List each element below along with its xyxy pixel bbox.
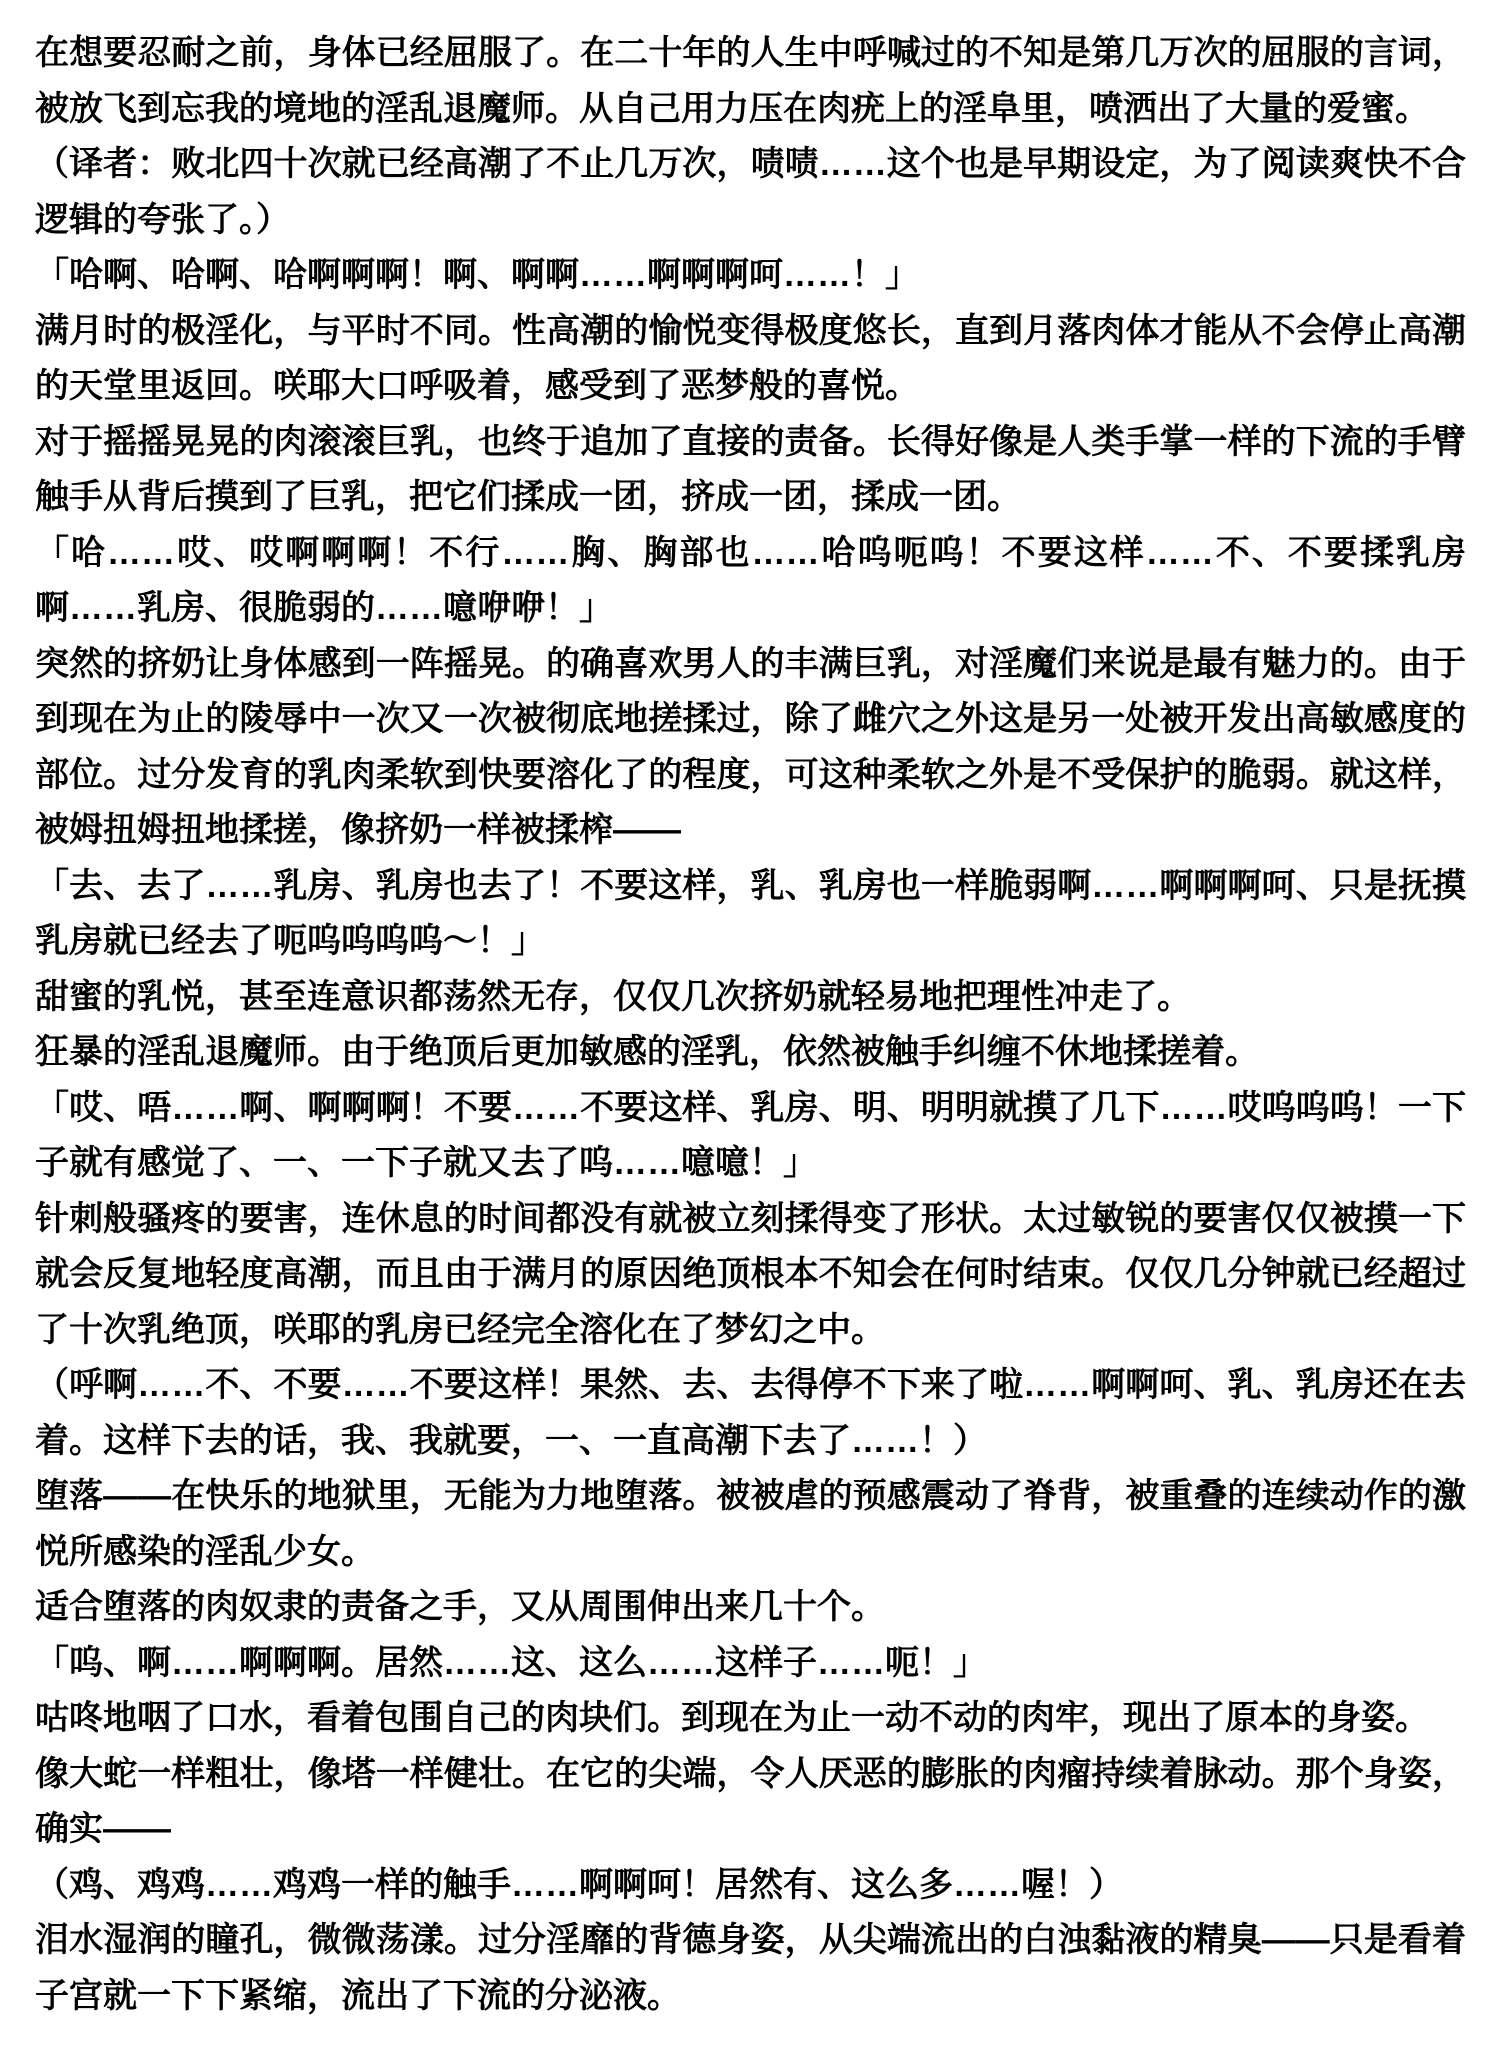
paragraph: 对于摇摇晃晃的肉滚滚巨乳，也终于追加了直接的责备。长得好像是人类手掌一样的下流的手臂触手从背后摸到了巨乳，把它们揉成一团，挤成一团，揉成一团。 (35, 422, 1466, 516)
paragraph: 泪水湿润的瞳孔，微微荡漾。过分淫靡的背德身姿，从尖端流出的白浊黏液的精臭——只是看着子宫就一下下紧缩，流出了下流的分泌液。 (35, 1921, 1466, 2015)
paragraph-dialogue: 「呜、啊……啊啊啊。居然……这、这么……这样子……呃！」 (35, 1643, 987, 1682)
paragraph-dialogue: 「哈啊、哈啊、哈啊啊啊！啊、啊啊……啊啊啊呵……！」 (35, 256, 919, 294)
paragraph: 狂暴的淫乱退魔师。由于绝顶后更加敏感的淫乳，依然被触手纠缠不休地揉搓着。 (35, 1033, 1259, 1071)
paragraph: 针刺般骚疼的要害，连休息的时间都没有就被立刻揉得变了形状。太过敏锐的要害仅仅被摸一下就会反复地轻度高潮，而且由于满月的原因绝顶根本不知会在何时结束。仅仅几分钟就已经超过了十次乳绝顶，咲耶的乳房已经完全溶化在了梦幻之中。 (35, 1199, 1466, 1349)
paragraph: 在想要忍耐之前，身体已经屈服了。在二十年的人生中呼喊过的不知是第几万次的屈服的言词，被放飞到忘我的境地的淫乱退魔师。从自己用力压在肉疣上的淫阜里，喷洒出了大量的爱蜜。 (35, 34, 1466, 128)
paragraph: 像大蛇一样粗壮，像塔一样健壮。在它的尖端，令人厌恶的膨胀的肉瘤持续着脉动。那个身姿，确实—— (35, 1754, 1466, 1848)
paragraph: 适合堕落的肉奴隶的责备之手，又从周围伸出来几十个。 (35, 1588, 885, 1626)
paragraph: 甜蜜的乳悦，甚至连意识都荡然无存，仅仅几次挤奶就轻易地把理性冲走了。 (35, 977, 1191, 1016)
paragraph-inner-monologue: （鸡、鸡鸡……鸡鸡一样的触手……啊啊呵！居然有、这么多……喔！） (35, 1865, 1123, 1904)
paragraph-inner-monologue: （呼啊……不、不要……不要这样！果然、去、去得停不下来了啦……啊啊呵、乳、乳房还在去着。这样下去的话，我、我就要，一、一直高潮下去了……！） (35, 1366, 1466, 1460)
paragraph-dialogue: 「去、去了……乳房、乳房也去了！不要这样，乳、乳房也一样脆弱啊……啊啊啊呵、只是抚摸乳房就已经去了呃呜呜呜呜～！」 (35, 866, 1466, 960)
paragraph: 突然的挤奶让身体感到一阵摇晃。的确喜欢男人的丰满巨乳，对淫魔们来说是最有魅力的。由于到现在为止的陵辱中一次又一次被彻底地搓揉过，除了雌穴之外这是另一处被开发出高敏感度的部位。过分发育的乳肉柔软到快要溶化了的程度，可这种柔软之外是不受保护的脆弱。就这样，被姆扭姆扭地揉搓，像挤奶一样被揉榨—— (35, 644, 1466, 849)
paragraph-translator-note: （译者：败北四十次就已经高潮了不止几万次，啧啧……这个也是早期设定，为了阅读爽快不合逻辑的夸张了。） (35, 145, 1466, 239)
paragraph-dialogue: 「哎、唔……啊、啊啊啊！不要……不要这样、乳房、明、明明就摸了几下……哎呜呜呜！一下子就有感觉了、一、一下子就又去了呜……噫噫！」 (35, 1088, 1466, 1182)
paragraph: 堕落——在快乐的地狱里，无能为力地堕落。被被虐的预感震动了脊背，被重叠的连续动作的激悦所感染的淫乱少女。 (35, 1477, 1466, 1571)
paragraph: 满月时的极淫化，与平时不同。性高潮的愉悦变得极度悠长，直到月落肉体才能从不会停止高潮的天堂里返回。咲耶大口呼吸着，感受到了恶梦般的喜悦。 (35, 311, 1466, 405)
paragraph-dialogue: 「哈……哎、哎啊啊啊！不行……胸、胸部也……哈呜呃呜！不要这样……不、不要揉乳房啊……乳房、很脆弱的……噫咿咿！」 (35, 533, 1466, 627)
paragraph: 咕咚地咽了口水，看着包围自己的肉块们。到现在为止一动不动的肉牢，现出了原本的身姿。 (35, 1699, 1429, 1737)
